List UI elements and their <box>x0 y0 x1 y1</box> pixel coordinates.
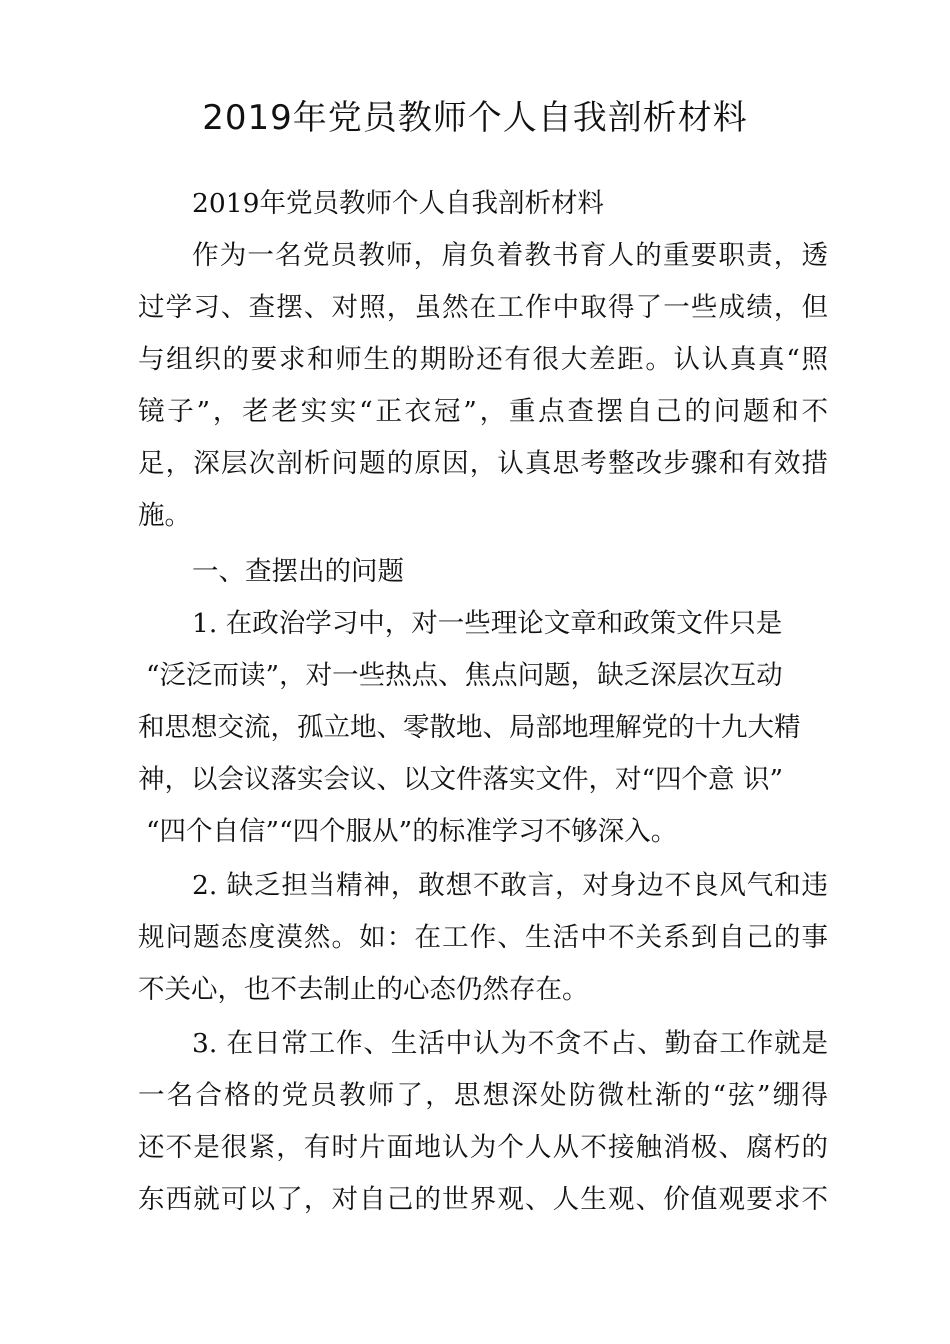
paragraph-line: 施。 <box>138 500 191 531</box>
paragraph-line: 东西就可以了，对自己的世界观、人生观、价值观要求不 <box>138 1184 828 1215</box>
paragraph-line: 一名合格的党员教师了，思想深处防微杜渐的“弦”绷得 <box>138 1080 828 1111</box>
paragraph-line: 规问题态度漠然。如：在工作、生活中不关系到自己的事 <box>138 922 828 953</box>
paragraph-line: 过学习、查摆、对照，虽然在工作中取得了一些成绩，但 <box>138 292 828 323</box>
paragraph-line: 足，深层次剖析问题的原因，认真思考整改步骤和有效措 <box>138 448 828 479</box>
paragraph-line: “泛泛而读”，对一些热点、焦点问题，缺乏深层次互动 <box>146 660 783 691</box>
paragraph-line: 镜子”，老老实实“正衣冠”，重点查摆自己的问题和不 <box>138 396 828 427</box>
subtitle-line: 2019年党员教师个人自我剖析材料 <box>192 188 604 219</box>
paragraph-line: 不关心，也不去制止的心态仍然存在。 <box>138 974 589 1005</box>
section-heading: 一、查摆出的问题 <box>192 556 404 587</box>
paragraph-line: 神，以会议落实会议、以文件落实文件，对“四个意 识” <box>138 764 784 795</box>
paragraph-line: 与组织的要求和师生的期盼还有很大差距。认认真真“照 <box>138 344 828 375</box>
paragraph-line: 3. 在日常工作、生活中认为不贪不占、勤奋工作就是 <box>192 1028 828 1059</box>
paragraph-line: 还不是很紧，有时片面地认为个人从不接触消极、腐朽的 <box>138 1132 828 1163</box>
document-title: 2019年党员教师个人自我剖析材料 <box>202 98 748 138</box>
paragraph-line: 1. 在政治学习中，对一些理论文章和政策文件只是 <box>192 608 783 639</box>
paragraph-line: 作为一名党员教师，肩负着教书育人的重要职责，透 <box>192 240 828 271</box>
paragraph-line: 和思想交流，孤立地、零散地、局部地理解党的十九大精 <box>138 712 801 743</box>
paragraph-line: “四个自信”“四个服从”的标准学习不够深入。 <box>146 816 678 847</box>
paragraph-line: 2. 缺乏担当精神，敢想不敢言，对身边不良风气和违 <box>192 870 828 901</box>
